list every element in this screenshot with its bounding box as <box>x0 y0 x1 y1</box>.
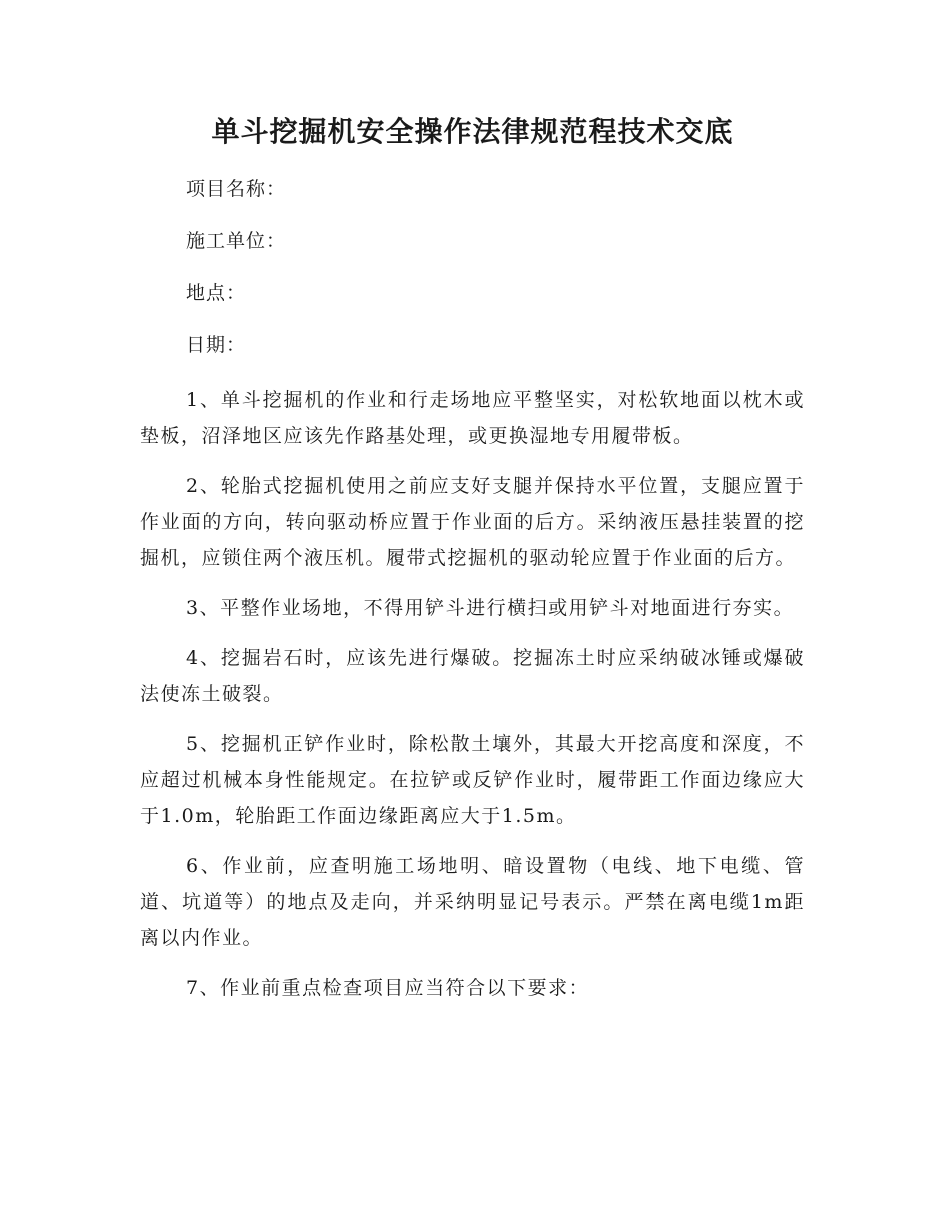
location-field: 地点： <box>186 282 247 304</box>
construction-unit-field: 施工单位： <box>186 230 287 252</box>
document-page <box>140 108 805 1020</box>
document-title: 单斗挖掘机安全操作法律规范程技术交底 <box>211 115 734 148</box>
paragraph-4: 4、挖掘岩石时，应该先进行爆破。挖掘冻土时应采纳破冰锤或爆破法使冻土破裂。 <box>140 647 805 705</box>
paragraph-7: 7、作业前重点检查项目应当符合以下要求： <box>186 977 590 999</box>
paragraph-3: 3、平整作业场地，不得用铲斗进行横扫或用铲斗对地面进行夯实。 <box>186 597 795 619</box>
project-name-field: 项目名称： <box>186 178 287 200</box>
paragraph-5: 5、挖掘机正铲作业时，除松散土壤外，其最大开挖高度和深度，不应超过机械本身性能规定。在拉铲或反铲作业时，履带距工作面边缘应大于1.0m，轮胎距工作面边缘距离应大于1.5m。 <box>140 733 805 827</box>
date-field: 日期： <box>186 334 247 356</box>
document-body <box>140 382 805 1006</box>
paragraph-1: 1、单斗挖掘机的作业和行走场地应平整坚实，对松软地面以枕木或垫板，沼泽地区应该先作路基处理，或更换湿地专用履带板。 <box>140 389 805 447</box>
paragraph-2: 2、轮胎式挖掘机使用之前应支好支腿并保持水平位置，支腿应置于作业面的方向，转向驱动桥应置于作业面的后方。采纳液压悬挂装置的挖掘机，应锁住两个液压机。履带式挖掘机的驱动轮应置于作业面的后方。 <box>140 475 805 569</box>
project-info <box>140 174 805 360</box>
paragraph-6: 6、作业前，应查明施工场地明、暗设置物（电线、地下电缆、管道、坑道等）的地点及走向，并采纳明显记号表示。严禁在离电缆1m距离以内作业。 <box>140 855 805 949</box>
